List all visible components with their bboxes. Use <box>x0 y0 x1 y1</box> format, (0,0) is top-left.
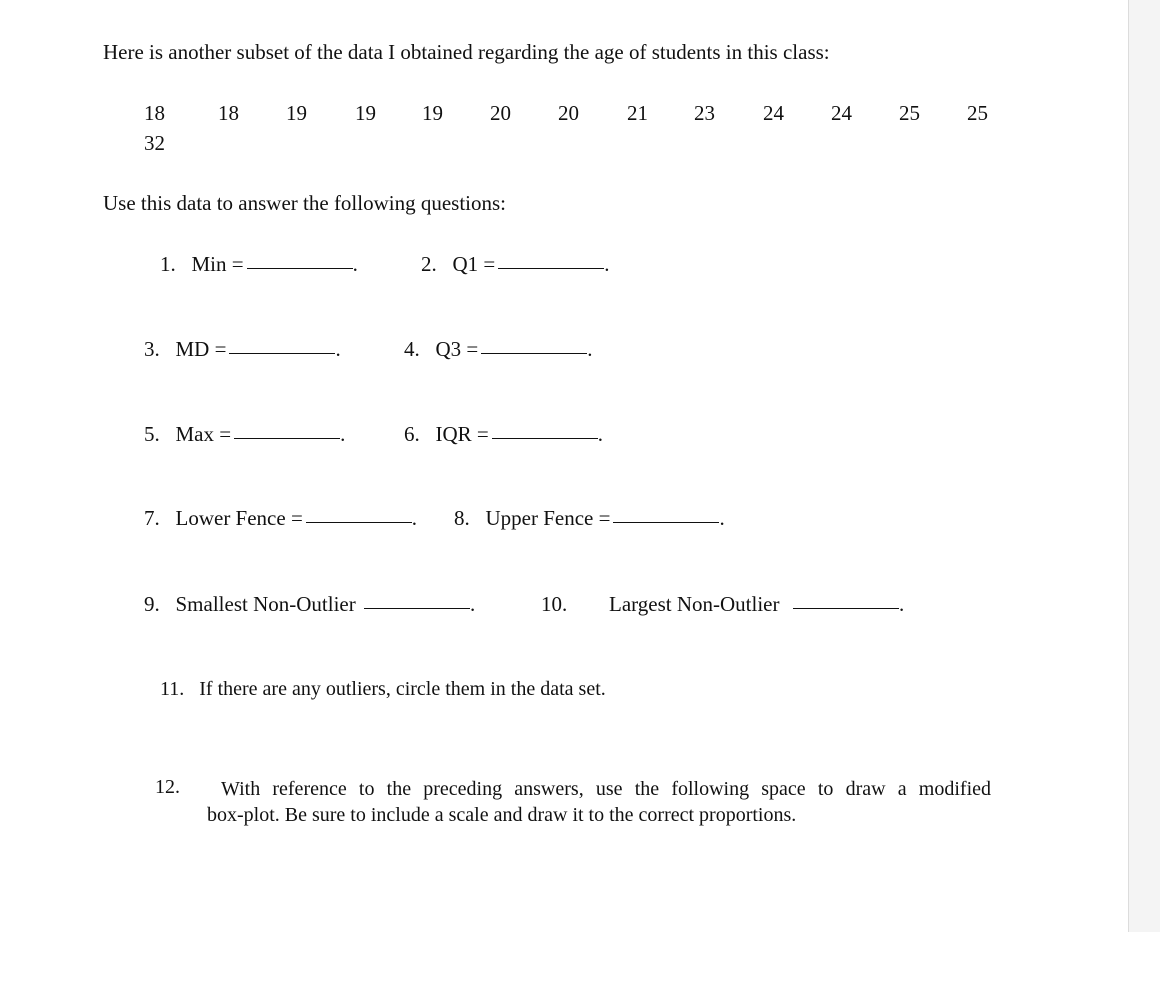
answer-blank[interactable] <box>234 437 340 439</box>
question-11 <box>160 678 606 701</box>
question-text: If there are any outliers, circle them in the data set. <box>199 678 606 700</box>
answer-blank[interactable] <box>498 267 604 269</box>
question-number: 6. <box>404 422 420 446</box>
question-end: . <box>719 506 725 530</box>
question-4 <box>404 337 593 362</box>
data-value: 24 <box>763 101 784 125</box>
question-label: Max = <box>175 422 232 446</box>
question-1 <box>160 252 358 277</box>
question-number: 4. <box>404 337 420 361</box>
data-value: 20 <box>558 101 579 125</box>
question-5 <box>144 422 345 447</box>
answer-blank[interactable] <box>306 521 412 523</box>
question-number: 1. <box>160 252 176 276</box>
question-2 <box>421 252 610 277</box>
question-number: 2. <box>421 252 437 276</box>
question-10 <box>541 592 567 617</box>
question-label: Largest Non-Outlier <box>609 592 780 616</box>
question-text-line1: With reference to the preceding answers, use the following space to draw a modified <box>221 778 991 800</box>
answer-blank[interactable] <box>793 607 899 609</box>
answer-blank[interactable] <box>613 521 719 523</box>
data-value: 18 <box>144 101 165 125</box>
question-label: IQR = <box>435 422 489 446</box>
scrollbar-gutter[interactable] <box>1128 0 1160 932</box>
question-number: 9. <box>144 592 160 616</box>
instruction-text: Use this data to answer the following questions: <box>103 191 507 215</box>
question-end: . <box>340 422 346 446</box>
data-value: 19 <box>355 101 376 125</box>
question-number: 7. <box>144 506 160 530</box>
question-number: 10. <box>541 592 568 616</box>
answer-blank[interactable] <box>229 352 335 354</box>
question-label: Upper Fence = <box>485 506 611 530</box>
question-number: 8. <box>454 506 470 530</box>
question-end: . <box>469 592 476 616</box>
data-value: 19 <box>286 101 307 125</box>
question-6 <box>404 422 603 447</box>
question-9 <box>144 592 475 617</box>
data-value: 24 <box>831 101 852 125</box>
question-10-body <box>609 592 904 617</box>
question-8 <box>454 506 725 531</box>
question-end: . <box>597 422 604 446</box>
data-value: 25 <box>899 101 920 125</box>
answer-blank[interactable] <box>364 607 470 609</box>
question-3 <box>144 337 341 362</box>
question-label: Q1 = <box>452 252 496 276</box>
data-value: 18 <box>218 101 239 125</box>
question-end: . <box>898 592 905 616</box>
data-value: 23 <box>694 101 715 125</box>
question-label: MD = <box>175 337 227 361</box>
question-end: . <box>604 252 610 276</box>
answer-blank[interactable] <box>492 437 598 439</box>
question-label: Smallest Non-Outlier <box>175 592 356 616</box>
question-label: Min = <box>191 252 244 276</box>
question-12-number: 12. <box>155 776 180 798</box>
data-value: 21 <box>627 101 648 125</box>
question-end: . <box>411 506 418 530</box>
question-end: . <box>587 337 593 361</box>
data-value: 32 <box>144 131 165 155</box>
data-value: 20 <box>490 101 511 125</box>
intro-text: Here is another subset of the data I obtained regarding the age of students in this class: <box>103 40 830 64</box>
question-text-line2: box-plot. Be sure to include a scale and draw it to the correct proportions. <box>207 804 797 826</box>
question-end: . <box>352 252 358 276</box>
answer-blank[interactable] <box>247 267 353 269</box>
question-7 <box>144 506 417 531</box>
question-label: Q3 = <box>435 337 479 361</box>
question-number: 11. <box>160 678 185 700</box>
data-value: 25 <box>967 101 988 125</box>
question-number: 5. <box>144 422 160 446</box>
data-value: 19 <box>422 101 443 125</box>
answer-blank[interactable] <box>481 352 587 354</box>
question-number: 3. <box>144 337 160 361</box>
question-12 <box>207 776 991 828</box>
question-label: Lower Fence = <box>175 506 303 530</box>
question-end: . <box>335 337 341 361</box>
